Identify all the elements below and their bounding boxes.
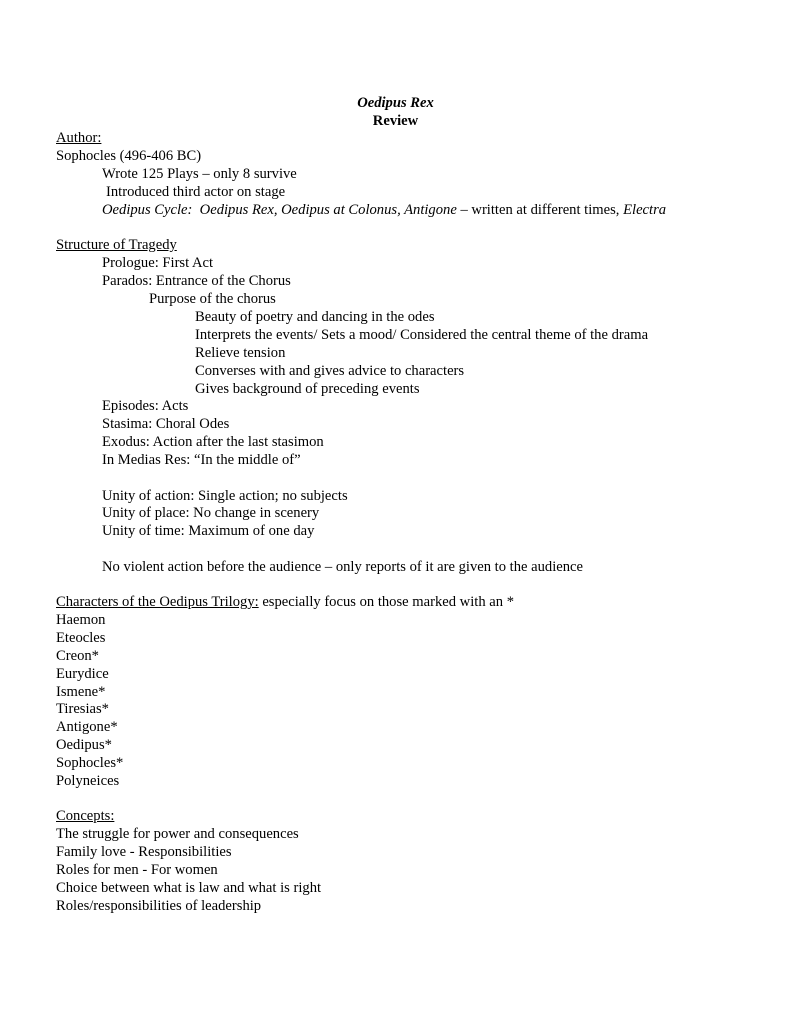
concept-item: Roles for men - For women (56, 862, 218, 878)
chorus-purpose-item: Relieve tension (195, 345, 286, 361)
structure-stasima: Stasima: Choral Odes (102, 416, 230, 432)
concept-item: Family love - Responsibilities (56, 844, 232, 860)
author-fact: Introduced third actor on stage (106, 184, 286, 200)
unity-item: Unity of time: Maximum of one day (102, 523, 315, 539)
chorus-purpose-item: Gives background of preceding events (195, 381, 420, 397)
character-item: Tiresias* (56, 701, 109, 717)
concept-item: Roles/responsibilities of leadership (56, 898, 262, 914)
oedipus-cycle-line (102, 201, 666, 219)
character-item: Eurydice (56, 666, 109, 682)
author-name: Sophocles (496-406 BC) (56, 148, 202, 164)
chorus-purpose-item: Converses with and gives advice to characters (195, 363, 465, 379)
structure-prologue: Prologue: First Act (102, 255, 214, 271)
character-item: Haemon (56, 612, 106, 628)
chorus-purpose-heading: Purpose of the chorus (149, 291, 276, 307)
unity-item: Unity of action: Single action; no subjects (102, 488, 348, 504)
character-item: Ismene* (56, 684, 106, 700)
oedipus-cycle-label: Oedipus Cycle: (102, 202, 193, 218)
character-item: Polyneices (56, 773, 120, 789)
oedipus-cycle-note: – written at different times, (460, 202, 620, 218)
character-item: Sophocles* (56, 755, 124, 771)
chorus-purpose-item: Interprets the events/ Sets a mood/ Considered the central theme of the drama (195, 327, 649, 343)
structure-heading: Structure of Tragedy (56, 237, 177, 253)
character-item: Antigone* (56, 719, 118, 735)
document-subtitle: Review (372, 113, 419, 129)
oedipus-cycle-plays: Oedipus Rex, Oedipus at Colonus, Antigone (199, 202, 457, 218)
unity-item: Unity of place: No change in scenery (102, 505, 320, 521)
characters-note: especially focus on those marked with an * (258, 594, 514, 610)
document-title: Oedipus Rex (357, 95, 434, 111)
violence-rule: No violent action before the audience – only reports of it are given to the audience (102, 559, 584, 575)
author-fact: Wrote 125 Plays – only 8 survive (102, 166, 297, 182)
structure-episodes: Episodes: Acts (102, 398, 189, 414)
structure-parados: Parados: Entrance of the Chorus (102, 273, 291, 289)
character-item: Eteocles (56, 630, 106, 646)
author-heading: Author: (56, 130, 102, 146)
structure-in-medias-res: In Medias Res: “In the middle of” (102, 452, 301, 468)
chorus-purpose-item: Beauty of poetry and dancing in the odes (195, 309, 435, 325)
structure-exodus: Exodus: Action after the last stasimon (102, 434, 324, 450)
character-item: Creon* (56, 648, 99, 664)
character-item: Oedipus* (56, 737, 112, 753)
concept-item: Choice between what is law and what is right (56, 880, 322, 896)
characters-heading-line (56, 593, 514, 611)
concept-item: The struggle for power and consequences (56, 826, 299, 842)
characters-heading: Characters of the Oedipus Trilogy: (56, 594, 259, 610)
oedipus-cycle-extra: Electra (623, 202, 667, 218)
concepts-heading: Concepts: (56, 808, 115, 824)
